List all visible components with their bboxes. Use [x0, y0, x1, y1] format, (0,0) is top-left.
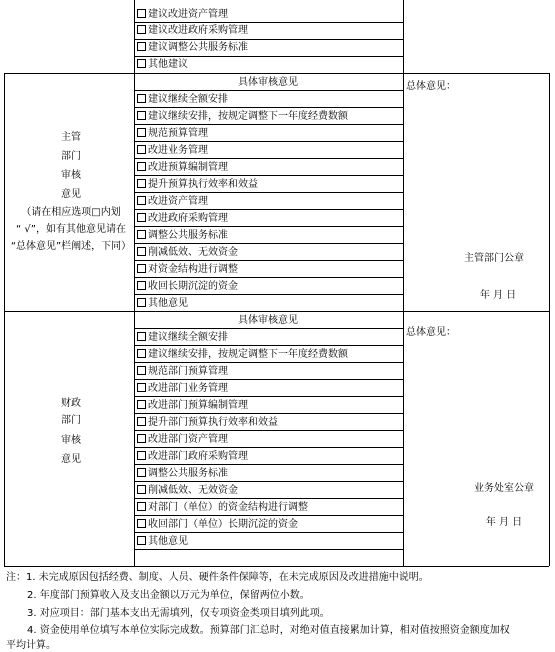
checkbox-box[interactable] — [137, 417, 146, 426]
checkbox-box[interactable] — [137, 111, 146, 120]
checkbox-box[interactable] — [137, 42, 146, 51]
checkbox-option[interactable] — [137, 281, 238, 293]
checkbox-option[interactable] — [137, 94, 228, 106]
option-label: 建议调整公共服务标准 — [148, 42, 248, 53]
option-label: 建议改进资产管理 — [148, 9, 228, 20]
row-line — [134, 498, 403, 499]
row-line — [134, 39, 403, 40]
option-label: 其他意见 — [148, 536, 188, 547]
finance-total-opinion-label: 总体意见： — [406, 327, 456, 338]
option-label: 收回部门（单位）长期沉淀的资金 — [148, 519, 298, 530]
checkbox-box[interactable] — [137, 94, 146, 103]
option-label: 调整公共服务标准 — [148, 230, 228, 241]
row-line — [134, 532, 403, 533]
checkbox-option[interactable] — [137, 519, 298, 531]
option-label: 对资金结构进行调整 — [148, 264, 238, 275]
row-line — [134, 396, 403, 397]
checkbox-box[interactable] — [137, 247, 146, 256]
checkbox-option[interactable] — [137, 400, 248, 412]
row-line — [134, 226, 403, 227]
note-line: 注：1. 未完成原因包括经费、制度、人员、硬件条件保障等，在未完成原因及改进措施中说明。 — [6, 572, 429, 583]
checkbox-box[interactable] — [137, 230, 146, 239]
checkbox-option[interactable] — [137, 332, 228, 344]
supervisor-instruction-line: （请在相应选项□内划 — [21, 207, 121, 218]
row-line — [134, 464, 403, 465]
checkbox-option[interactable] — [137, 451, 248, 463]
row-line — [134, 90, 403, 91]
option-label: 对部门（单位）的资金结构进行调整 — [148, 502, 308, 513]
supervisor-instruction-line: “ √”，如有其他意见请在 — [16, 224, 126, 235]
checkbox-option[interactable] — [137, 434, 228, 446]
row-line — [134, 277, 403, 278]
option-label: 建议继续安排，按规定调整下一年度经费数额 — [148, 349, 348, 360]
checkbox-box[interactable] — [137, 434, 146, 443]
checkbox-box[interactable] — [137, 298, 146, 307]
checkbox-option[interactable] — [137, 42, 248, 54]
option-label: 调整公共服务标准 — [148, 468, 228, 479]
row-line — [134, 209, 403, 210]
option-label: 提升部门预算执行效率和效益 — [148, 417, 278, 428]
checkbox-box[interactable] — [137, 264, 146, 273]
option-label: 其他建议 — [148, 59, 188, 70]
supervisor-label-line: 部门 — [61, 151, 81, 162]
row-line — [134, 158, 403, 159]
supervisor-section-top-border — [4, 73, 549, 74]
checkbox-option[interactable] — [137, 213, 228, 225]
checkbox-option[interactable] — [137, 179, 258, 191]
row-line — [134, 243, 403, 244]
checkbox-box[interactable] — [137, 25, 146, 34]
checkbox-box[interactable] — [137, 332, 146, 341]
checkbox-box[interactable] — [137, 281, 146, 290]
supervisor-seal-label: 主管部门公章 — [464, 253, 524, 264]
checkbox-box[interactable] — [137, 59, 146, 68]
option-label: 规范预算管理 — [148, 128, 208, 139]
option-label: 改进政府采购管理 — [148, 213, 228, 224]
row-line — [134, 56, 403, 57]
row-line — [134, 328, 403, 329]
option-label: 其他意见 — [148, 298, 188, 309]
finance-label-line: 意见 — [61, 454, 81, 465]
supervisor-label-line: 主管 — [61, 132, 81, 143]
checkbox-box[interactable] — [137, 366, 146, 375]
row-line — [134, 379, 403, 380]
supervisor-date-label: 年 月 日 — [479, 290, 517, 301]
note-line: 平均计算。 — [6, 640, 56, 651]
row-line — [134, 430, 403, 431]
checkbox-option[interactable] — [137, 230, 228, 242]
checkbox-option[interactable] — [137, 145, 208, 157]
option-label: 建议继续安排，按规定调整下一年度经费数额 — [148, 111, 348, 122]
row-line — [134, 22, 403, 23]
checkbox-option[interactable] — [137, 502, 308, 514]
row-line — [134, 515, 403, 516]
finance-seal-label: 业务处室公章 — [474, 483, 534, 494]
option-label: 削减低效、无效资金 — [148, 247, 238, 258]
table-right-border — [549, 73, 550, 566]
checkbox-box[interactable] — [137, 468, 146, 477]
checkbox-box[interactable] — [137, 485, 146, 494]
checkbox-box[interactable] — [137, 196, 146, 205]
checkbox-box[interactable] — [137, 145, 146, 154]
checkbox-box[interactable] — [137, 502, 146, 511]
checkbox-option[interactable] — [137, 536, 188, 548]
note-line: 3. 对应项目：部门基本支出无需填列，仅专项资金类项目填列此项。 — [27, 608, 330, 619]
checkbox-option[interactable] — [137, 485, 238, 497]
option-label: 建议改进政府采购管理 — [148, 25, 248, 36]
checkbox-option[interactable] — [137, 128, 208, 140]
row-line — [134, 260, 403, 261]
option-label: 建议继续全额安排 — [148, 332, 228, 343]
row-line — [134, 447, 403, 448]
checkbox-box[interactable] — [137, 349, 146, 358]
table-bottom-border — [4, 566, 549, 567]
checkbox-option[interactable] — [137, 59, 188, 71]
option-label: 改进业务管理 — [148, 145, 208, 156]
option-label: 建议继续全额安排 — [148, 94, 228, 105]
checkbox-option[interactable] — [137, 349, 348, 361]
option-label: 改进部门资产管理 — [148, 434, 228, 445]
checkbox-box[interactable] — [137, 179, 146, 188]
checkbox-option[interactable] — [137, 9, 228, 21]
note-line: 2. 年度部门预算收入及支出金额以万元为单位，保留两位小数。 — [27, 590, 310, 601]
checkbox-option[interactable] — [137, 417, 278, 429]
checkbox-box[interactable] — [137, 213, 146, 222]
checkbox-box[interactable] — [137, 451, 146, 460]
supervisor-total-opinion-label: 总体意见： — [406, 81, 456, 92]
finance-label-line: 部门 — [61, 415, 81, 426]
supervisor-label-line: 意见 — [61, 189, 81, 200]
checkbox-option[interactable] — [137, 162, 228, 174]
note-line: 4. 资金使用单位填写本单位实际完成数。预算部门汇总时，对绝对值直接累加计算，相对值按照资金额度加权 — [27, 625, 510, 636]
checkbox-box[interactable] — [137, 9, 146, 18]
checkbox-box[interactable] — [137, 383, 146, 392]
checkbox-option[interactable] — [137, 25, 248, 37]
row-line — [134, 141, 403, 142]
checkbox-option[interactable] — [137, 264, 238, 276]
row-line — [134, 481, 403, 482]
option-column-right-border — [403, 0, 404, 566]
row-line — [134, 192, 403, 193]
option-label: 削减低效、无效资金 — [148, 485, 238, 496]
checkbox-box[interactable] — [137, 519, 146, 528]
checkbox-box[interactable] — [137, 400, 146, 409]
row-line — [134, 175, 403, 176]
option-label: 改进部门政府采购管理 — [148, 451, 248, 462]
row-line — [134, 124, 403, 125]
checkbox-option[interactable] — [137, 298, 188, 310]
row-line — [134, 549, 403, 550]
row-line — [134, 362, 403, 363]
row-line — [134, 345, 403, 346]
checkbox-option[interactable] — [137, 366, 228, 378]
checkbox-box[interactable] — [137, 128, 146, 137]
option-label: 改进部门预算编制管理 — [148, 400, 248, 411]
table-left-border — [4, 73, 5, 566]
option-label: 规范部门预算管理 — [148, 366, 228, 377]
row-line — [134, 413, 403, 414]
row-line — [134, 294, 403, 295]
checkbox-option[interactable] — [137, 468, 228, 480]
checkbox-option[interactable] — [137, 383, 228, 395]
option-label: 改进资产管理 — [148, 196, 208, 207]
finance-section-top-border — [4, 311, 549, 312]
checkbox-box[interactable] — [137, 536, 146, 545]
option-label: 改进预算编制管理 — [148, 162, 228, 173]
option-label: 提升预算执行效率和效益 — [148, 179, 258, 190]
checkbox-option[interactable] — [137, 111, 348, 123]
checkbox-box[interactable] — [137, 162, 146, 171]
supervisor-label-line: 审核 — [61, 170, 81, 181]
checkbox-option[interactable] — [137, 247, 238, 259]
finance-label-line: 财政 — [61, 398, 81, 409]
finance-date-label: 年 月 日 — [485, 517, 523, 528]
supervisor-section-header: 具体审核意见 — [238, 77, 298, 88]
finance-section-header: 具体审核意见 — [238, 315, 298, 326]
option-label: 改进部门业务管理 — [148, 383, 228, 394]
checkbox-option[interactable] — [137, 196, 208, 208]
supervisor-instruction-line: “总体意见”栏阐述，下同） — [10, 241, 132, 252]
finance-label-line: 审核 — [61, 435, 81, 446]
row-line — [134, 107, 403, 108]
option-label: 收回长期沉淀的资金 — [148, 281, 238, 292]
